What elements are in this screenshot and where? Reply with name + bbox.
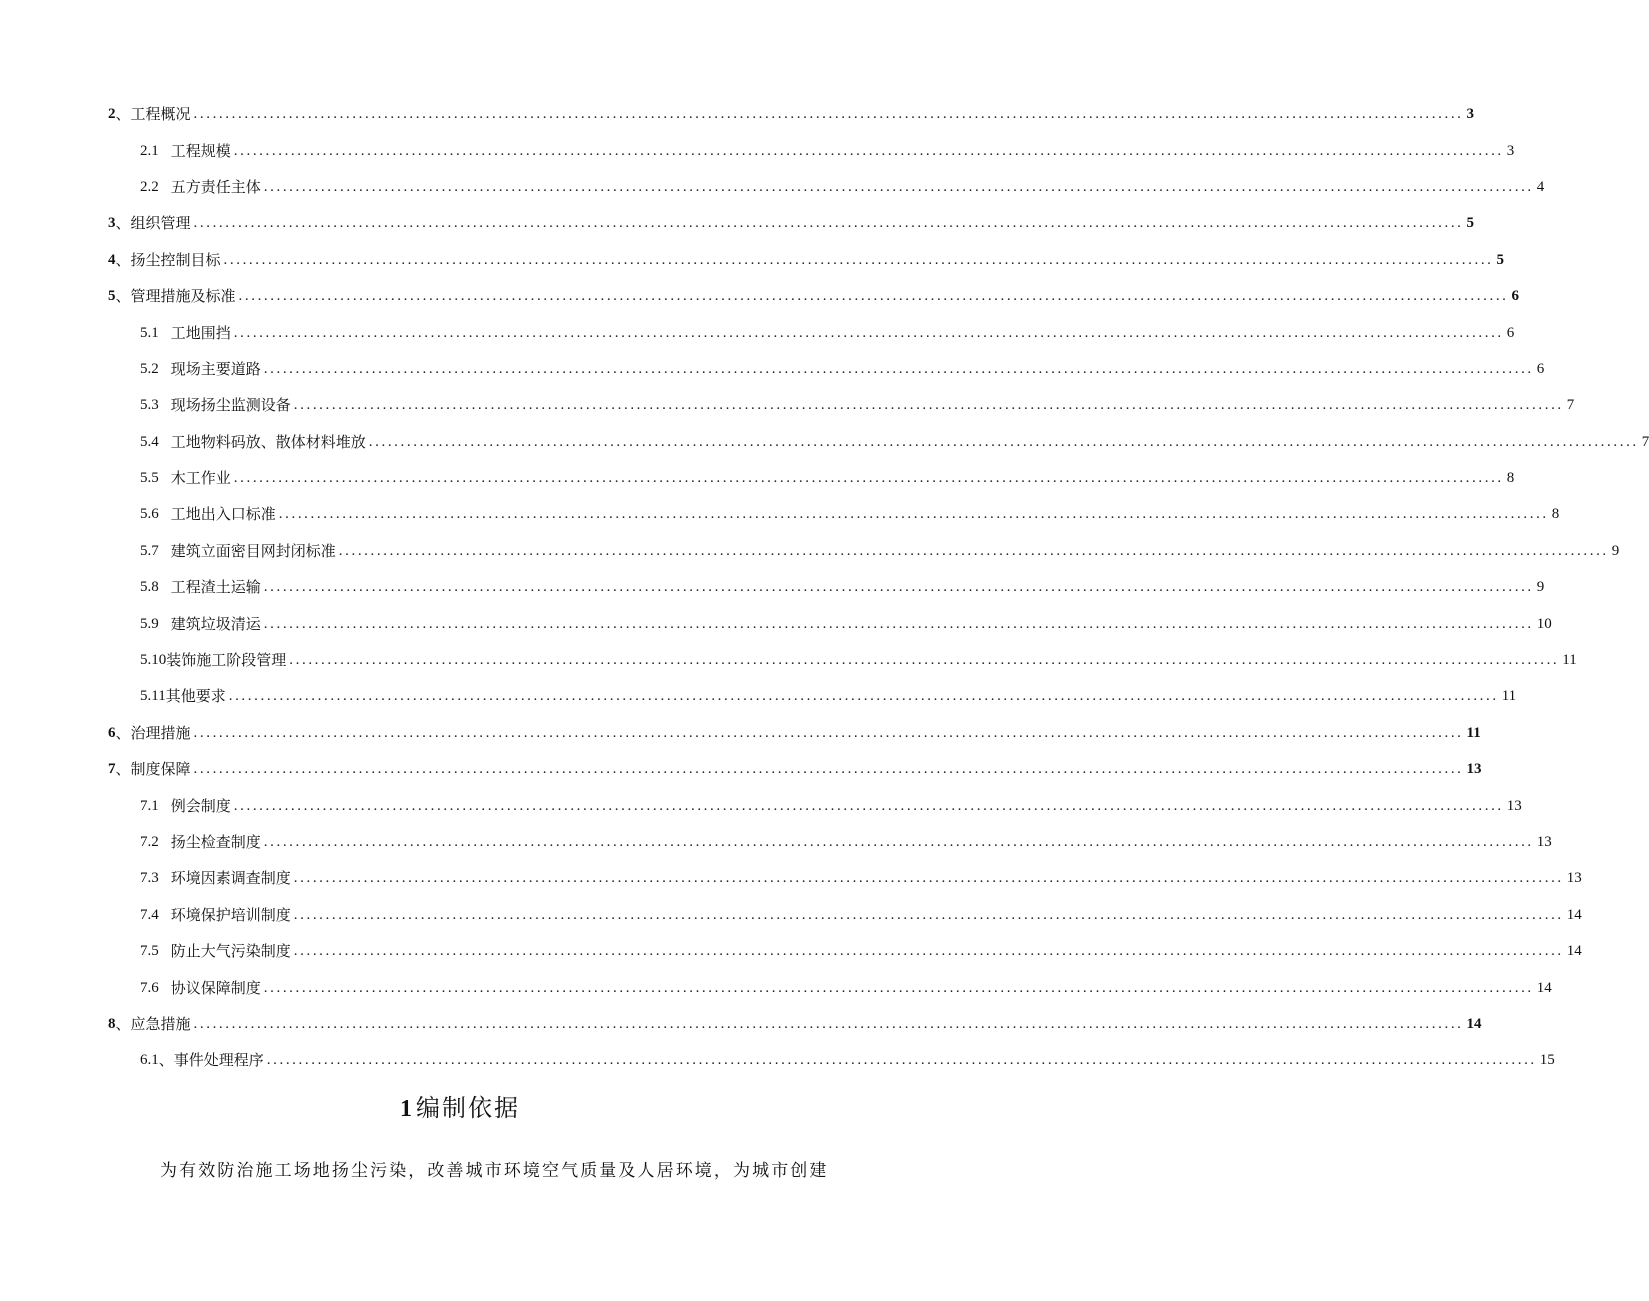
toc-entry-title: 木工作业 (170, 469, 231, 488)
toc-entry-title: 协议保障制度 (170, 978, 261, 997)
toc-entry-title: 工地围挡 (170, 323, 231, 342)
toc-dot-leader: ........................................................................................................................................................................................................ (266, 1052, 1537, 1069)
toc-entry-page: 15 (1539, 1052, 1555, 1069)
toc-entry[interactable] (0, 278, 1520, 314)
toc-entry-number: 5.2 (140, 360, 159, 377)
toc-entry[interactable] (0, 424, 1649, 460)
toc-entry-title: 例会制度 (170, 796, 231, 815)
toc-entry[interactable] (0, 205, 1475, 241)
toc-entry-number: 5.4 (140, 433, 159, 450)
toc-entry[interactable] (0, 242, 1505, 278)
toc-dot-leader: ........................................................................................................................................................................................................ (293, 397, 1564, 414)
toc-entry-number: 3 (108, 215, 116, 232)
toc-entry-title: 、制度保障 (115, 760, 191, 779)
toc-entry-title: 工程规模 (170, 141, 231, 160)
toc-entry[interactable] (0, 751, 1482, 787)
toc-entry-title: 、扬尘控制目标 (115, 250, 221, 269)
toc-entry-page: 13 (1536, 834, 1552, 850)
toc-entry-number: 5.7 (140, 542, 159, 559)
toc-dot-leader: ........................................................................................................................................................................................................ (193, 215, 1464, 232)
body-paragraph: 为有效防治施工场地扬尘污染，改善城市环境空气质量及人居环境，为城市创建 (160, 1161, 829, 1181)
toc-dot-leader: ........................................................................................................................................................................................................ (233, 324, 1504, 341)
toc-entry-page: 13 (1506, 797, 1522, 814)
toc-entry-number: 7.1 (140, 797, 159, 814)
toc-entry-page: 3 (1506, 142, 1515, 159)
toc-entry-number: 6 (108, 724, 116, 741)
toc-entry-page: 8 (1506, 470, 1515, 487)
toc-entry-title: 建筑立面密目网封闭标准 (170, 541, 336, 560)
toc-entry-number: 7.4 (140, 906, 159, 923)
toc-entry-page: 11 (1562, 652, 1577, 669)
toc-entry-number: 5.1 (140, 324, 159, 341)
toc-dot-leader: ........................................................................................................................................................................................................ (238, 288, 1509, 305)
toc-entry-page: 14 (1466, 1015, 1482, 1032)
toc-entry[interactable] (0, 96, 1475, 132)
toc-entry-number: 7.3 (140, 870, 159, 887)
toc-dot-leader: ........................................................................................................................................................................................................ (233, 797, 1504, 814)
toc-entry-title: 工地物料码放、散体材料堆放 (170, 432, 366, 451)
toc-entry[interactable] (0, 351, 1545, 387)
toc-entry-title: 工地出入口标准 (170, 505, 276, 524)
toc-dot-leader: ........................................................................................................................................................................................................ (293, 870, 1564, 887)
toc-dot-leader: ........................................................................................................................................................................................................ (263, 579, 1534, 596)
toc-entry-page: 14 (1566, 943, 1582, 960)
section-number: 1 (400, 1096, 414, 1122)
toc-entry[interactable] (0, 132, 1515, 168)
toc-entry[interactable] (0, 533, 1620, 569)
toc-entry[interactable] (0, 787, 1522, 823)
toc-entry[interactable] (0, 496, 1560, 532)
toc-entry-title: 、事件处理程序 (158, 1051, 264, 1070)
toc-entry-number: 7.6 (140, 979, 159, 996)
toc-entry-title: 环境因素调查制度 (170, 869, 291, 888)
toc-entry-page: 7 (1641, 433, 1649, 450)
toc-entry-number: 5 (108, 288, 116, 305)
section-heading (0, 1088, 920, 1123)
toc-entry-page: 5 (1496, 251, 1505, 268)
toc-entry[interactable] (0, 169, 1545, 205)
toc-entry-page: 9 (1611, 542, 1620, 559)
toc-entry-page: 4 (1536, 178, 1545, 195)
toc-dot-leader: ........................................................................................................................................................................................................ (263, 178, 1534, 195)
toc-entry[interactable] (0, 1006, 1482, 1042)
toc-entry-page: 11 (1466, 724, 1481, 741)
toc-entry-number: 7.5 (140, 943, 159, 960)
toc-entry[interactable] (0, 969, 1552, 1005)
toc-dot-leader: ........................................................................................................................................................................................................ (338, 542, 1609, 559)
toc-entry-title: 防止大气污染制度 (170, 942, 291, 961)
toc-dot-leader: ........................................................................................................................................................................................................ (278, 506, 1549, 523)
toc-entry-title: 工程渣土运输 (170, 578, 261, 597)
toc-entry-title: 其他要求 (165, 687, 226, 706)
toc-dot-leader: ........................................................................................................................................................................................................ (263, 979, 1534, 996)
toc-entry-page: 14 (1566, 906, 1582, 923)
toc-entry[interactable] (0, 933, 1582, 969)
toc-dot-leader: ........................................................................................................................................................................................................ (263, 360, 1534, 377)
toc-dot-leader: ........................................................................................................................................................................................................ (193, 106, 1464, 123)
toc-entry-number: 2.1 (140, 142, 159, 159)
toc-entry[interactable] (0, 897, 1582, 933)
toc-entry-number: 2 (108, 106, 116, 123)
toc-dot-leader: ........................................................................................................................................................................................................ (368, 433, 1639, 450)
toc-entry-number: 5.5 (140, 470, 159, 487)
toc-entry-title: 、治理措施 (115, 723, 191, 742)
toc-entry-title: 扬尘检查制度 (170, 833, 261, 851)
toc-entry-title: 环境保护培训制度 (170, 905, 291, 924)
toc-entry-title: 现场主要道路 (170, 359, 261, 378)
toc-entry-number: 2.2 (140, 178, 159, 195)
table-of-contents (0, 96, 1649, 1079)
toc-entry[interactable] (0, 715, 1481, 751)
toc-entry-title: 、工程概况 (115, 105, 191, 124)
toc-entry-title: 现场扬尘监测设备 (170, 396, 291, 415)
toc-entry-page: 14 (1536, 979, 1552, 996)
toc-dot-leader: ........................................................................................................................................................................................................ (263, 615, 1534, 632)
toc-entry[interactable] (0, 678, 1517, 714)
toc-entry-title: 装饰施工阶段管理 (166, 651, 287, 670)
toc-entry-page: 11 (1501, 688, 1517, 705)
toc-dot-leader: ........................................................................................................................................................................................................ (289, 652, 1560, 669)
toc-entry-number: 5.6 (140, 506, 159, 523)
toc-entry-page: 7 (1566, 397, 1575, 414)
toc-entry-number: 6.1 (140, 1052, 159, 1069)
toc-dot-leader: ........................................................................................................................................................................................................ (228, 688, 1499, 705)
toc-dot-leader: ........................................................................................................................................................................................................ (193, 1015, 1464, 1032)
toc-entry-page: 8 (1551, 506, 1560, 523)
toc-entry-page: 10 (1536, 615, 1552, 632)
section-title: 编制依据 (416, 1094, 520, 1122)
toc-entry-number: 5.11 (140, 688, 166, 705)
toc-entry-page: 6 (1506, 324, 1515, 341)
toc-entry-title: 、管理措施及标准 (115, 287, 236, 306)
toc-entry-title: 、应急措施 (115, 1014, 191, 1033)
toc-dot-leader: ........................................................................................................................................................................................................ (193, 761, 1464, 778)
toc-entry[interactable] (0, 860, 1582, 896)
toc-entry-number: 5.3 (140, 397, 159, 414)
toc-entry-title: 建筑垃圾清运 (170, 614, 261, 633)
toc-entry-page: 9 (1536, 579, 1545, 596)
toc-entry-page: 13 (1466, 761, 1482, 778)
toc-entry-title: 、组织管理 (115, 214, 191, 233)
toc-dot-leader: ........................................................................................................................................................................................................ (193, 724, 1464, 741)
toc-entry-page: 6 (1511, 288, 1520, 305)
toc-entry[interactable] (0, 460, 1515, 496)
toc-dot-leader: ........................................................................................................................................................................................................ (293, 943, 1564, 960)
toc-dot-leader: ........................................................................................................................................................................................................ (263, 834, 1534, 850)
toc-entry[interactable] (0, 642, 1577, 678)
toc-entry[interactable] (0, 824, 1552, 860)
toc-entry[interactable] (0, 605, 1552, 641)
toc-entry-number: 4 (108, 251, 116, 268)
toc-entry[interactable] (0, 387, 1575, 423)
toc-dot-leader: ........................................................................................................................................................................................................ (223, 251, 1494, 268)
toc-entry-title: 五方责任主体 (170, 177, 261, 196)
toc-entry-number: 7.2 (140, 834, 159, 850)
toc-entry-number: 5.8 (140, 579, 159, 596)
toc-entry[interactable] (0, 1042, 1555, 1078)
toc-dot-leader: ........................................................................................................................................................................................................ (293, 906, 1564, 923)
toc-dot-leader: ........................................................................................................................................................................................................ (233, 470, 1504, 487)
toc-entry-number: 7 (108, 761, 116, 778)
toc-entry-page: 5 (1466, 215, 1475, 232)
toc-entry-number: 5.9 (140, 615, 159, 632)
toc-entry[interactable] (0, 569, 1545, 605)
toc-entry-page: 6 (1536, 360, 1545, 377)
toc-entry-page: 13 (1566, 870, 1582, 887)
toc-dot-leader: ........................................................................................................................................................................................................ (233, 142, 1504, 159)
toc-entry-number: 5.10 (140, 652, 167, 669)
toc-entry-number: 8 (108, 1015, 116, 1032)
toc-entry[interactable] (0, 314, 1515, 350)
toc-entry-page: 3 (1466, 106, 1475, 123)
